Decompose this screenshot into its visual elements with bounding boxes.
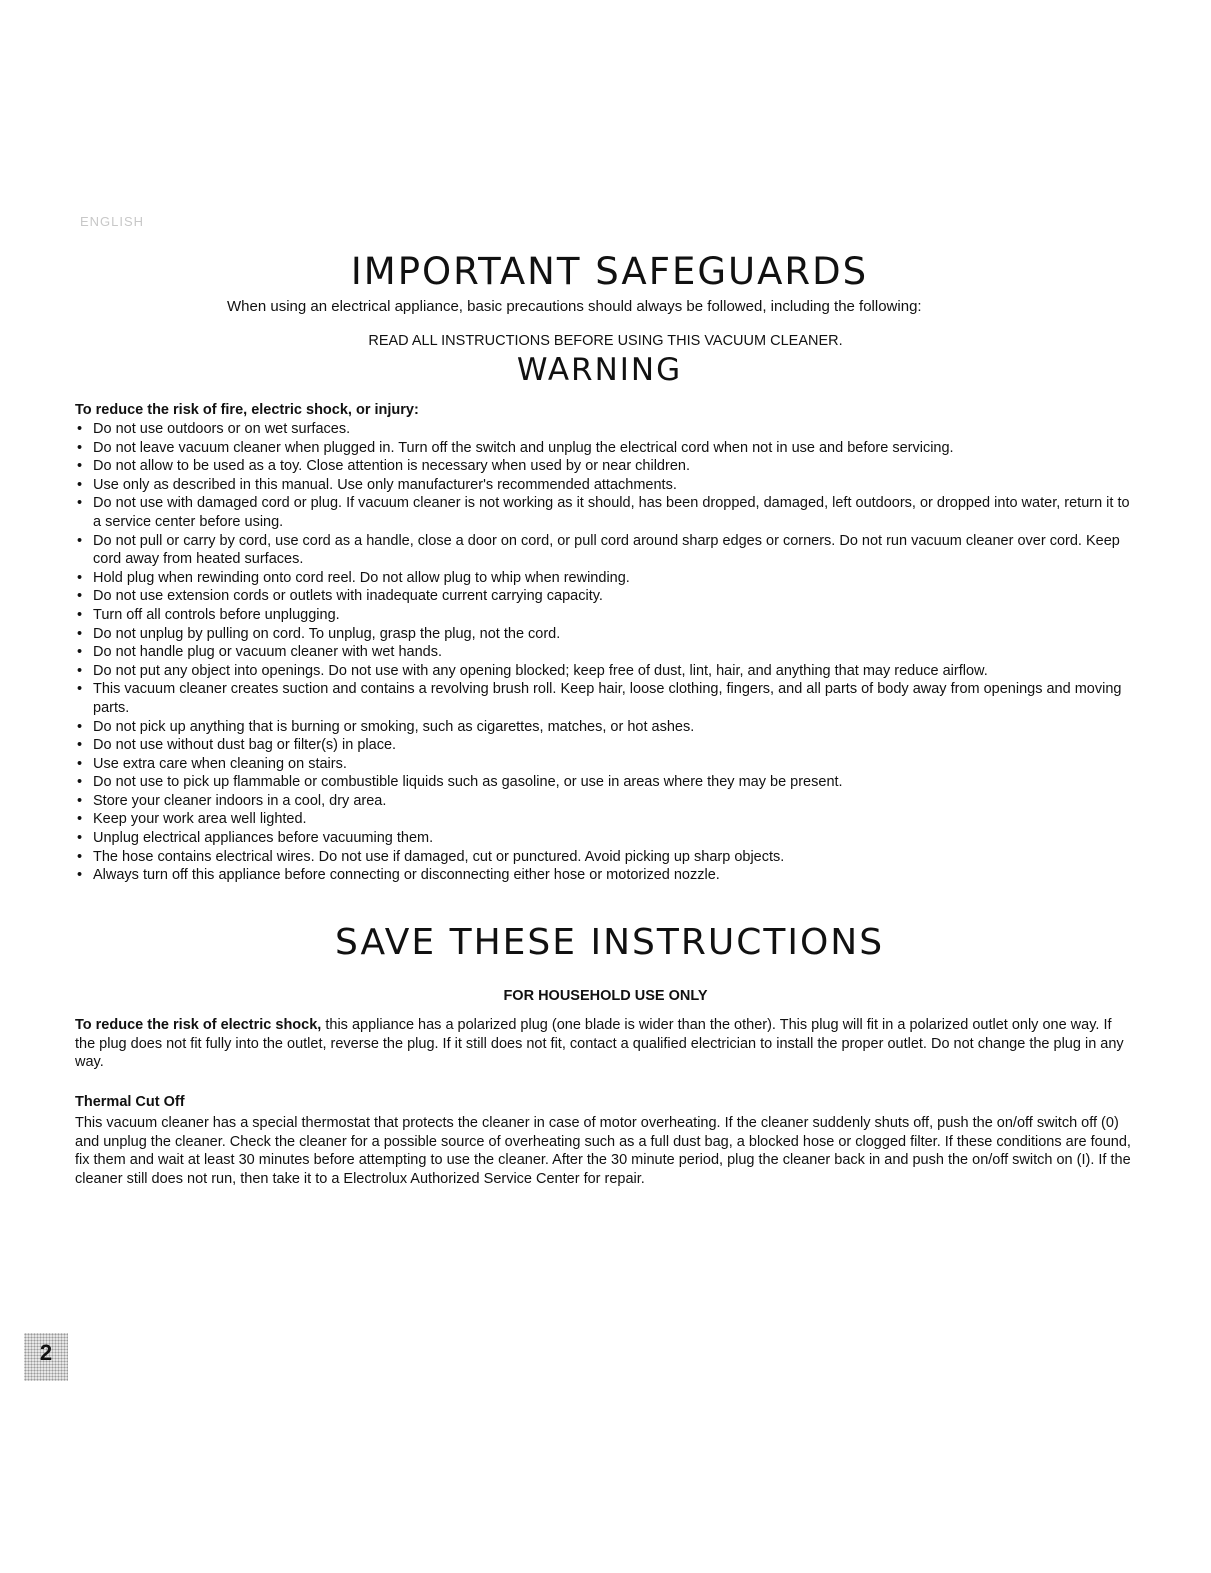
save-instructions-heading: SAVE THESE INSTRUCTIONS: [334, 922, 885, 963]
list-item: • Use only as described in this manual. Use only manufacturer's recommended attachments.: [75, 476, 1135, 495]
thermal-cutoff-paragraph: This vacuum cleaner has a special thermostat that protects the cleaner in case of motor overheating. If the cleaner suddenly shuts off, push the on/off switch off (0) and unplug the cleaner. Check the cleaner for a possible source of overheating such as a full dust bag, a blocked hose or clogged filter. If these conditions are found, fix them and wait at least 30 minutes before attempting to use the cleaner. After the 30 minute period, plug the cleaner back in and push the on/off switch on (I). If the cleaner still does not run, then take it to a Electrolux Authorized Service Center for repair.: [75, 1115, 1131, 1187]
list-item: • Keep your work area well lighted.: [75, 810, 1135, 829]
list-item: • Use extra care when cleaning on stairs.: [75, 755, 1135, 774]
list-item: • Do not use with damaged cord or plug. If vacuum cleaner is not working as it should, has been dropped, damaged, left outdoors, or dropped into water, return it to a service center before using.: [75, 494, 1135, 531]
intro-text: When using an electrical appliance, basic precautions should always be followed, including the following:: [227, 298, 922, 315]
list-item: • Do not pick up anything that is burning or smoking, such as cigarettes, matches, or hot ashes.: [75, 718, 1135, 737]
list-item: • This vacuum cleaner creates suction and contains a revolving brush roll. Keep hair, loose clothing, fingers, and all parts of body away from openings and moving parts.: [75, 680, 1135, 717]
list-item: • Hold plug when rewinding onto cord reel. Do not allow plug to whip when rewinding.: [75, 569, 1135, 588]
safeguards-list: [75, 420, 1135, 885]
list-item: • Store your cleaner indoors in a cool, dry area.: [75, 792, 1135, 811]
list-item: • Unplug electrical appliances before vacuuming them.: [75, 829, 1135, 848]
language-tag: ENGLISH: [80, 214, 145, 229]
read-instructions-notice: READ ALL INSTRUCTIONS BEFORE USING THIS VACUUM CLEANER.: [368, 333, 843, 349]
page-title: IMPORTANT SAFEGUARDS: [350, 250, 869, 293]
polarized-plug-paragraph: [75, 1016, 1135, 1072]
list-item: • Turn off all controls before unplugging.: [75, 606, 1135, 625]
polarized-plug-text: this appliance has a polarized plug (one blade is wider than the other). This plug will fit in a polarized outlet only one way. If the plug does not fit fully into the outlet, reverse the plug. If it still does not fit, contact a qualified electrician to install the proper outlet. Do not change the plug in any way.: [75, 1017, 1124, 1071]
list-item: • Always turn off this appliance before connecting or disconnecting either hose or motorized nozzle.: [75, 866, 1135, 885]
page-number: 2: [39, 1340, 53, 1365]
warning-heading: WARNING: [516, 352, 683, 388]
list-item: • Do not use extension cords or outlets with inadequate current carrying capacity.: [75, 587, 1135, 606]
polarized-plug-lead: To reduce the risk of electric shock,: [75, 1017, 322, 1033]
list-item: • Do not allow to be used as a toy. Close attention is necessary when used by or near children.: [75, 457, 1135, 476]
list-item: • Do not use to pick up flammable or combustible liquids such as gasoline, or use in areas where they may be present.: [75, 773, 1135, 792]
list-item: • The hose contains electrical wires. Do not use if damaged, cut or punctured. Avoid picking up sharp objects.: [75, 848, 1135, 867]
thermal-cutoff-heading: Thermal Cut Off: [75, 1094, 185, 1110]
list-item: • Do not use outdoors or on wet surfaces.: [75, 420, 1135, 439]
household-use-notice: FOR HOUSEHOLD USE ONLY: [503, 988, 708, 1004]
list-item: • Do not leave vacuum cleaner when plugged in. Turn off the switch and unplug the electrical cord when not in use and before servicing.: [75, 439, 1135, 458]
list-item: • Do not put any object into openings. Do not use with any opening blocked; keep free of dust, lint, hair, and anything that may reduce airflow.: [75, 662, 1135, 681]
risk-heading: To reduce the risk of fire, electric shock, or injury:: [75, 402, 419, 418]
list-item: • Do not pull or carry by cord, use cord as a handle, close a door on cord, or pull cord around sharp edges or corners. Do not run vacuum cleaner over cord. Keep cord away from heated surfaces.: [75, 532, 1135, 569]
list-item: • Do not unplug by pulling on cord. To unplug, grasp the plug, not the cord.: [75, 625, 1135, 644]
list-item: • Do not use without dust bag or filter(s) in place.: [75, 736, 1135, 755]
list-item: • Do not handle plug or vacuum cleaner with wet hands.: [75, 643, 1135, 662]
